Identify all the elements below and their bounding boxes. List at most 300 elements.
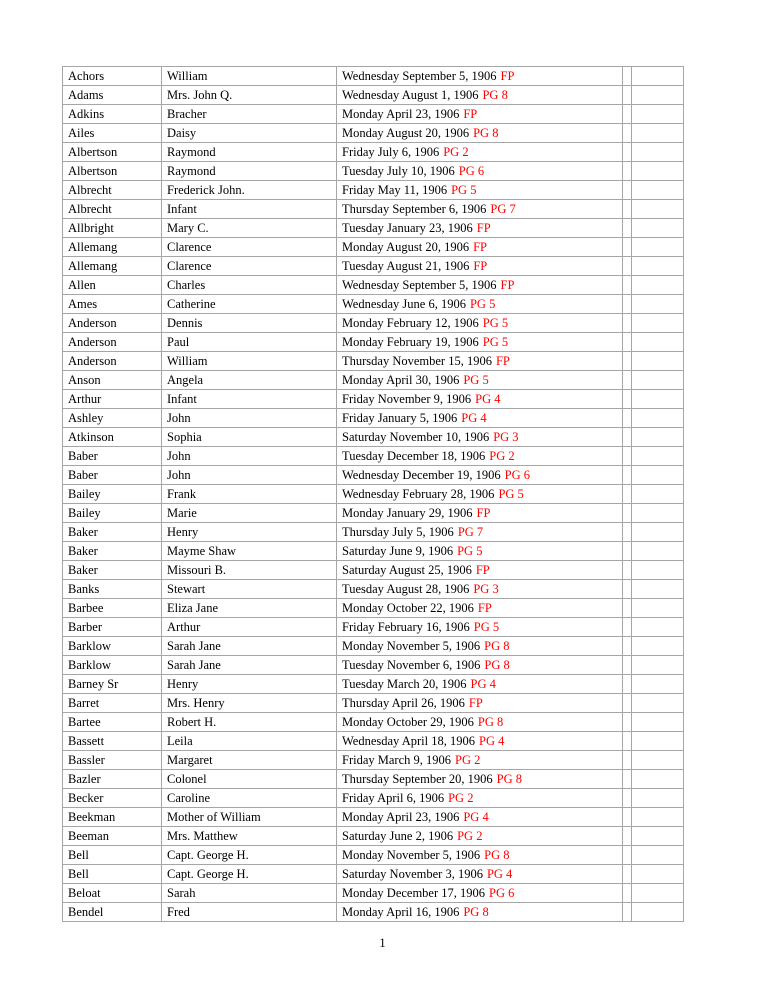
date-text: Thursday September 6, 1906 [342, 202, 487, 216]
cell-blank-1 [623, 637, 632, 656]
table-row [63, 124, 684, 143]
table-row [63, 618, 684, 637]
date-text: Tuesday August 21, 1906 [342, 259, 470, 273]
cell-first-name: Capt. George H. [162, 865, 337, 884]
cell-last-name: Becker [63, 789, 162, 808]
cell-first-name: Infant [162, 200, 337, 219]
cell-last-name: Barklow [63, 656, 162, 675]
cell-first-name: Sarah Jane [162, 656, 337, 675]
date-text: Friday July 6, 1906 [342, 145, 440, 159]
cell-date [337, 656, 623, 675]
cell-blank-1 [623, 257, 632, 276]
date-text: Wednesday April 18, 1906 [342, 734, 476, 748]
cell-blank-1 [623, 162, 632, 181]
cell-blank-1 [623, 846, 632, 865]
cell-date [337, 580, 623, 599]
cell-blank-2 [632, 86, 684, 105]
cell-last-name: Bassett [63, 732, 162, 751]
page-ref: FP [476, 221, 491, 235]
cell-date [337, 903, 623, 922]
date-text: Friday January 5, 1906 [342, 411, 458, 425]
cell-first-name: Raymond [162, 162, 337, 181]
cell-date [337, 200, 623, 219]
cell-blank-2 [632, 675, 684, 694]
cell-blank-1 [623, 143, 632, 162]
cell-first-name: Sophia [162, 428, 337, 447]
cell-blank-1 [623, 124, 632, 143]
cell-first-name: Frederick John. [162, 181, 337, 200]
cell-last-name: Adams [63, 86, 162, 105]
page-ref: PG 8 [482, 88, 508, 102]
cell-blank-2 [632, 694, 684, 713]
page-ref: PG 4 [479, 734, 505, 748]
date-text: Monday April 23, 1906 [342, 810, 460, 824]
page-ref: PG 3 [493, 430, 519, 444]
cell-blank-2 [632, 371, 684, 390]
cell-blank-1 [623, 276, 632, 295]
cell-blank-1 [623, 428, 632, 447]
cell-last-name: Beeman [63, 827, 162, 846]
page-ref: PG 2 [455, 753, 481, 767]
table-row [63, 694, 684, 713]
cell-blank-2 [632, 751, 684, 770]
date-text: Monday January 29, 1906 [342, 506, 473, 520]
cell-last-name: Baker [63, 542, 162, 561]
cell-blank-2 [632, 181, 684, 200]
cell-first-name: Sarah Jane [162, 637, 337, 656]
date-text: Tuesday July 10, 1906 [342, 164, 455, 178]
cell-date [337, 162, 623, 181]
page-ref: FP [473, 240, 487, 254]
table-row [63, 390, 684, 409]
cell-blank-2 [632, 295, 684, 314]
cell-blank-2 [632, 352, 684, 371]
cell-date [337, 789, 623, 808]
cell-last-name: Barret [63, 694, 162, 713]
cell-blank-1 [623, 67, 632, 86]
cell-blank-2 [632, 903, 684, 922]
cell-first-name: Eliza Jane [162, 599, 337, 618]
page-ref: PG 4 [461, 411, 487, 425]
cell-blank-2 [632, 618, 684, 637]
cell-blank-1 [623, 200, 632, 219]
page-ref: PG 5 [469, 297, 496, 311]
date-text: Thursday April 26, 1906 [342, 696, 465, 710]
date-text: Monday November 5, 1906 [342, 639, 481, 653]
table-row [63, 656, 684, 675]
table-row [63, 865, 684, 884]
cell-last-name: Bendel [63, 903, 162, 922]
cell-date [337, 732, 623, 751]
cell-blank-1 [623, 751, 632, 770]
table-row [63, 67, 684, 86]
cell-blank-2 [632, 466, 684, 485]
cell-last-name: Beekman [63, 808, 162, 827]
cell-blank-2 [632, 428, 684, 447]
cell-blank-2 [632, 580, 684, 599]
cell-blank-1 [623, 808, 632, 827]
cell-first-name: Clarence [162, 257, 337, 276]
page-ref: PG 5 [463, 373, 489, 387]
obituary-index-table [62, 66, 684, 922]
page-ref: PG 2 [457, 829, 483, 843]
table-body [63, 67, 684, 922]
cell-date [337, 523, 623, 542]
cell-date [337, 865, 623, 884]
cell-blank-1 [623, 352, 632, 371]
table-row [63, 86, 684, 105]
date-text: Friday April 6, 1906 [342, 791, 445, 805]
cell-last-name: Barney Sr [63, 675, 162, 694]
cell-date [337, 770, 623, 789]
cell-first-name: Infant [162, 390, 337, 409]
cell-blank-2 [632, 713, 684, 732]
cell-blank-2 [632, 637, 684, 656]
table-row [63, 637, 684, 656]
table-row [63, 485, 684, 504]
cell-blank-1 [623, 371, 632, 390]
table-row [63, 352, 684, 371]
page-ref: FP [495, 354, 510, 368]
cell-blank-2 [632, 200, 684, 219]
cell-date [337, 447, 623, 466]
cell-last-name: Albrecht [63, 200, 162, 219]
cell-date [337, 713, 623, 732]
cell-blank-2 [632, 105, 684, 124]
date-text: Thursday July 5, 1906 [342, 525, 454, 539]
cell-date [337, 352, 623, 371]
cell-first-name: Henry [162, 523, 337, 542]
cell-first-name: Daisy [162, 124, 337, 143]
cell-first-name: William [162, 352, 337, 371]
cell-date [337, 333, 623, 352]
cell-last-name: Bartee [63, 713, 162, 732]
cell-blank-1 [623, 219, 632, 238]
cell-blank-2 [632, 314, 684, 333]
date-text: Friday November 9, 1906 [342, 392, 472, 406]
cell-blank-1 [623, 884, 632, 903]
cell-blank-1 [623, 580, 632, 599]
table-row [63, 409, 684, 428]
cell-first-name: Missouri B. [162, 561, 337, 580]
cell-blank-2 [632, 656, 684, 675]
page-ref: FP [468, 696, 483, 710]
cell-date [337, 466, 623, 485]
table-row [63, 257, 684, 276]
cell-blank-1 [623, 542, 632, 561]
cell-blank-2 [632, 789, 684, 808]
cell-date [337, 561, 623, 580]
cell-last-name: Bassler [63, 751, 162, 770]
page-ref: PG 8 [484, 639, 510, 653]
date-text: Wednesday February 28, 1906 [342, 487, 495, 501]
cell-blank-2 [632, 333, 684, 352]
cell-date [337, 409, 623, 428]
table-row [63, 675, 684, 694]
date-text: Monday April 16, 1906 [342, 905, 460, 919]
table-row [63, 105, 684, 124]
page-ref: PG 5 [482, 335, 509, 349]
page-ref: PG 4 [475, 392, 501, 406]
date-text: Saturday November 3, 1906 [342, 867, 483, 881]
page-ref: PG 7 [490, 202, 516, 216]
page-ref: PG 6 [458, 164, 485, 178]
cell-last-name: Anderson [63, 352, 162, 371]
cell-date [337, 295, 623, 314]
table-row [63, 713, 684, 732]
cell-blank-2 [632, 390, 684, 409]
cell-first-name: John [162, 409, 337, 428]
cell-last-name: Anderson [63, 314, 162, 333]
cell-blank-1 [623, 86, 632, 105]
cell-blank-1 [623, 314, 632, 333]
cell-date [337, 371, 623, 390]
date-text: Monday August 20, 1906 [342, 126, 470, 140]
table-row [63, 200, 684, 219]
cell-last-name: Baker [63, 561, 162, 580]
cell-blank-1 [623, 713, 632, 732]
cell-blank-1 [623, 694, 632, 713]
page-ref: PG 4 [486, 867, 513, 881]
date-text: Saturday November 10, 1906 [342, 430, 490, 444]
page-ref: PG 8 [473, 126, 499, 140]
cell-blank-2 [632, 485, 684, 504]
page-ref: FP [475, 563, 490, 577]
table-row [63, 884, 684, 903]
cell-date [337, 219, 623, 238]
date-text: Wednesday June 6, 1906 [342, 297, 466, 311]
cell-first-name: Catherine [162, 295, 337, 314]
date-text: Saturday June 2, 1906 [342, 829, 454, 843]
cell-blank-1 [623, 789, 632, 808]
cell-last-name: Bailey [63, 485, 162, 504]
cell-first-name: Leila [162, 732, 337, 751]
cell-date [337, 751, 623, 770]
cell-first-name: Mrs. Matthew [162, 827, 337, 846]
cell-last-name: Bailey [63, 504, 162, 523]
date-text: Tuesday March 20, 1906 [342, 677, 467, 691]
cell-last-name: Bell [63, 865, 162, 884]
table-row [63, 143, 684, 162]
page-ref: FP [473, 259, 488, 273]
cell-blank-1 [623, 466, 632, 485]
page-ref: FP [476, 506, 491, 520]
date-text: Friday March 9, 1906 [342, 753, 452, 767]
cell-last-name: Albrecht [63, 181, 162, 200]
table-row [63, 599, 684, 618]
page-number: 1 [379, 936, 386, 950]
cell-first-name: Mrs. Henry [162, 694, 337, 713]
table-row [63, 466, 684, 485]
page-ref: PG 3 [473, 582, 499, 596]
cell-date [337, 143, 623, 162]
table-row [63, 542, 684, 561]
cell-blank-1 [623, 675, 632, 694]
cell-blank-2 [632, 808, 684, 827]
table-row [63, 371, 684, 390]
cell-date [337, 846, 623, 865]
cell-blank-2 [632, 238, 684, 257]
table-row [63, 333, 684, 352]
table-row [63, 561, 684, 580]
cell-first-name: Mayme Shaw [162, 542, 337, 561]
cell-last-name: Atkinson [63, 428, 162, 447]
cell-blank-2 [632, 827, 684, 846]
cell-blank-2 [632, 865, 684, 884]
page-ref: PG 2 [443, 145, 469, 159]
cell-blank-2 [632, 770, 684, 789]
cell-first-name: Paul [162, 333, 337, 352]
cell-blank-1 [623, 561, 632, 580]
date-text: Monday October 22, 1906 [342, 601, 474, 615]
cell-blank-1 [623, 523, 632, 542]
cell-blank-2 [632, 846, 684, 865]
table-row [63, 504, 684, 523]
cell-last-name: Allen [63, 276, 162, 295]
date-text: Monday April 30, 1906 [342, 373, 460, 387]
cell-first-name: Caroline [162, 789, 337, 808]
page-ref: FP [500, 278, 515, 292]
cell-first-name: Mother of William [162, 808, 337, 827]
cell-last-name: Banks [63, 580, 162, 599]
date-text: Tuesday August 28, 1906 [342, 582, 470, 596]
cell-date [337, 86, 623, 105]
page-ref: PG 5 [482, 316, 509, 330]
cell-first-name: Sarah [162, 884, 337, 903]
cell-date [337, 314, 623, 333]
cell-date [337, 884, 623, 903]
cell-first-name: Arthur [162, 618, 337, 637]
cell-first-name: Colonel [162, 770, 337, 789]
page-ref: PG 4 [470, 677, 496, 691]
page-ref: PG 2 [489, 449, 515, 463]
cell-first-name: Robert H. [162, 713, 337, 732]
cell-blank-2 [632, 599, 684, 618]
cell-last-name: Bell [63, 846, 162, 865]
cell-blank-2 [632, 561, 684, 580]
cell-last-name: Achors [63, 67, 162, 86]
page-ref: PG 8 [496, 772, 523, 786]
cell-blank-1 [623, 732, 632, 751]
table-row [63, 238, 684, 257]
table-row [63, 295, 684, 314]
cell-last-name: Barber [63, 618, 162, 637]
page-ref: FP [477, 601, 492, 615]
cell-last-name: Allemang [63, 238, 162, 257]
table-row [63, 523, 684, 542]
cell-blank-1 [623, 504, 632, 523]
page-ref: PG 5 [457, 544, 483, 558]
table-row [63, 732, 684, 751]
cell-last-name: Baber [63, 466, 162, 485]
cell-date [337, 257, 623, 276]
table-row [63, 314, 684, 333]
cell-first-name: Raymond [162, 143, 337, 162]
cell-last-name: Baber [63, 447, 162, 466]
cell-blank-1 [623, 409, 632, 428]
cell-date [337, 390, 623, 409]
cell-blank-2 [632, 143, 684, 162]
page-ref: PG 6 [504, 468, 531, 482]
table-row [63, 580, 684, 599]
table-row [63, 276, 684, 295]
date-text: Saturday June 9, 1906 [342, 544, 454, 558]
cell-date [337, 808, 623, 827]
cell-blank-2 [632, 447, 684, 466]
table-row [63, 903, 684, 922]
cell-first-name: Mary C. [162, 219, 337, 238]
cell-blank-2 [632, 523, 684, 542]
page-ref: PG 8 [463, 905, 489, 919]
cell-date [337, 181, 623, 200]
cell-last-name: Barbee [63, 599, 162, 618]
cell-blank-1 [623, 618, 632, 637]
cell-blank-2 [632, 219, 684, 238]
cell-first-name: Bracher [162, 105, 337, 124]
cell-blank-2 [632, 884, 684, 903]
date-text: Wednesday September 5, 1906 [342, 278, 497, 292]
cell-date [337, 238, 623, 257]
table-row [63, 751, 684, 770]
cell-date [337, 675, 623, 694]
table-row [63, 428, 684, 447]
date-text: Saturday August 25, 1906 [342, 563, 472, 577]
cell-blank-1 [623, 333, 632, 352]
cell-first-name: John [162, 466, 337, 485]
cell-date [337, 618, 623, 637]
cell-date [337, 276, 623, 295]
cell-blank-1 [623, 238, 632, 257]
table-row [63, 770, 684, 789]
cell-last-name: Albertson [63, 143, 162, 162]
table-row [63, 219, 684, 238]
cell-first-name: Charles [162, 276, 337, 295]
table-row [63, 162, 684, 181]
cell-last-name: Barklow [63, 637, 162, 656]
date-text: Monday November 5, 1906 [342, 848, 481, 862]
cell-first-name: Capt. George H. [162, 846, 337, 865]
cell-blank-1 [623, 447, 632, 466]
page-ref: PG 5 [498, 487, 524, 501]
cell-first-name: Frank [162, 485, 337, 504]
cell-last-name: Allbright [63, 219, 162, 238]
cell-first-name: William [162, 67, 337, 86]
date-text: Friday February 16, 1906 [342, 620, 470, 634]
date-text: Monday December 17, 1906 [342, 886, 486, 900]
cell-blank-2 [632, 124, 684, 143]
cell-date [337, 504, 623, 523]
cell-date [337, 428, 623, 447]
cell-blank-2 [632, 257, 684, 276]
cell-blank-2 [632, 67, 684, 86]
cell-last-name: Albertson [63, 162, 162, 181]
page-ref: FP [500, 69, 515, 83]
cell-last-name: Adkins [63, 105, 162, 124]
page-ref: PG 5 [451, 183, 477, 197]
cell-blank-2 [632, 409, 684, 428]
cell-last-name: Anderson [63, 333, 162, 352]
date-text: Monday October 29, 1906 [342, 715, 474, 729]
cell-first-name: Marie [162, 504, 337, 523]
date-text: Monday February 12, 1906 [342, 316, 479, 330]
cell-blank-2 [632, 162, 684, 181]
table-row [63, 789, 684, 808]
date-text: Thursday November 15, 1906 [342, 354, 492, 368]
cell-last-name: Arthur [63, 390, 162, 409]
date-text: Tuesday January 23, 1906 [342, 221, 473, 235]
cell-blank-1 [623, 656, 632, 675]
cell-last-name: Anson [63, 371, 162, 390]
